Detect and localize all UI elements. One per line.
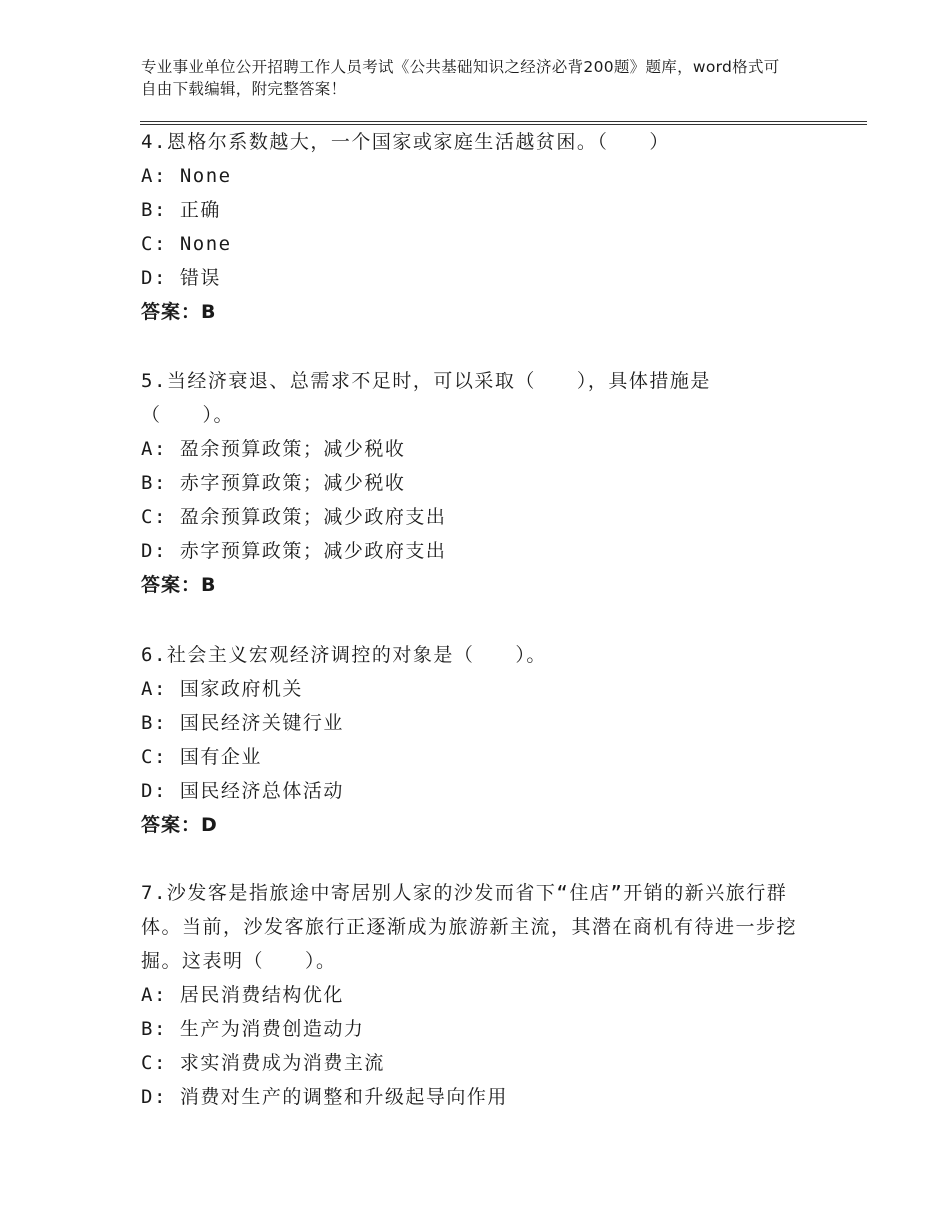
option-b: B: 正确 <box>141 199 221 221</box>
question-5 <box>141 364 781 602</box>
question-stem: 7.沙发客是指旅途中寄居别人家的沙发而省下“住店”开销的新兴旅行群体。当前，沙发客旅行正逐渐成为旅游新主流，其潜在商机有待进一步挖掘。这表明（ ）。 <box>141 882 798 972</box>
question-6 <box>141 638 801 842</box>
option-b: B: 生产为消费创造动力 <box>141 1018 365 1040</box>
option-b: B: 赤字预算政策；减少税收 <box>141 472 406 494</box>
option-a: A: 国家政府机关 <box>141 678 303 700</box>
question-stem: 4.恩格尔系数越大，一个国家或家庭生活越贫困。（ ） <box>141 131 670 153</box>
option-d: D: 错误 <box>141 267 221 289</box>
question-7 <box>141 876 801 1114</box>
option-a: A: None <box>141 165 232 187</box>
option-c: C: None <box>141 233 232 255</box>
option-c: C: 国有企业 <box>141 746 262 768</box>
question-stem: 6.社会主义宏观经济调控的对象是（ ）。 <box>141 644 547 666</box>
option-d: D: 国民经济总体活动 <box>141 780 344 802</box>
answer-label: 答案：B <box>141 574 217 596</box>
answer-label: 答案：B <box>141 301 217 323</box>
option-d: D: 消费对生产的调整和升级起导向作用 <box>141 1086 508 1108</box>
answer-label: 答案：D <box>141 814 218 836</box>
option-c: C: 盈余预算政策；减少政府支出 <box>141 506 447 528</box>
question-4 <box>141 125 801 329</box>
option-c: C: 求实消费成为消费主流 <box>141 1052 385 1074</box>
option-a: A: 盈余预算政策；减少税收 <box>141 438 406 460</box>
option-a: A: 居民消费结构优化 <box>141 984 344 1006</box>
question-stem: 5.当经济衰退、总需求不足时，可以采取（ ），具体措施是（ ）。 <box>141 370 711 426</box>
option-b: B: 国民经济关键行业 <box>141 712 344 734</box>
option-d: D: 赤字预算政策；减少政府支出 <box>141 540 447 562</box>
header-rule-top <box>140 121 867 122</box>
document-header: 专业事业单位公开招聘工作人员考试《公共基础知识之经济必背200题》题库，word格式可自由下载编辑，附完整答案！ <box>141 58 780 98</box>
